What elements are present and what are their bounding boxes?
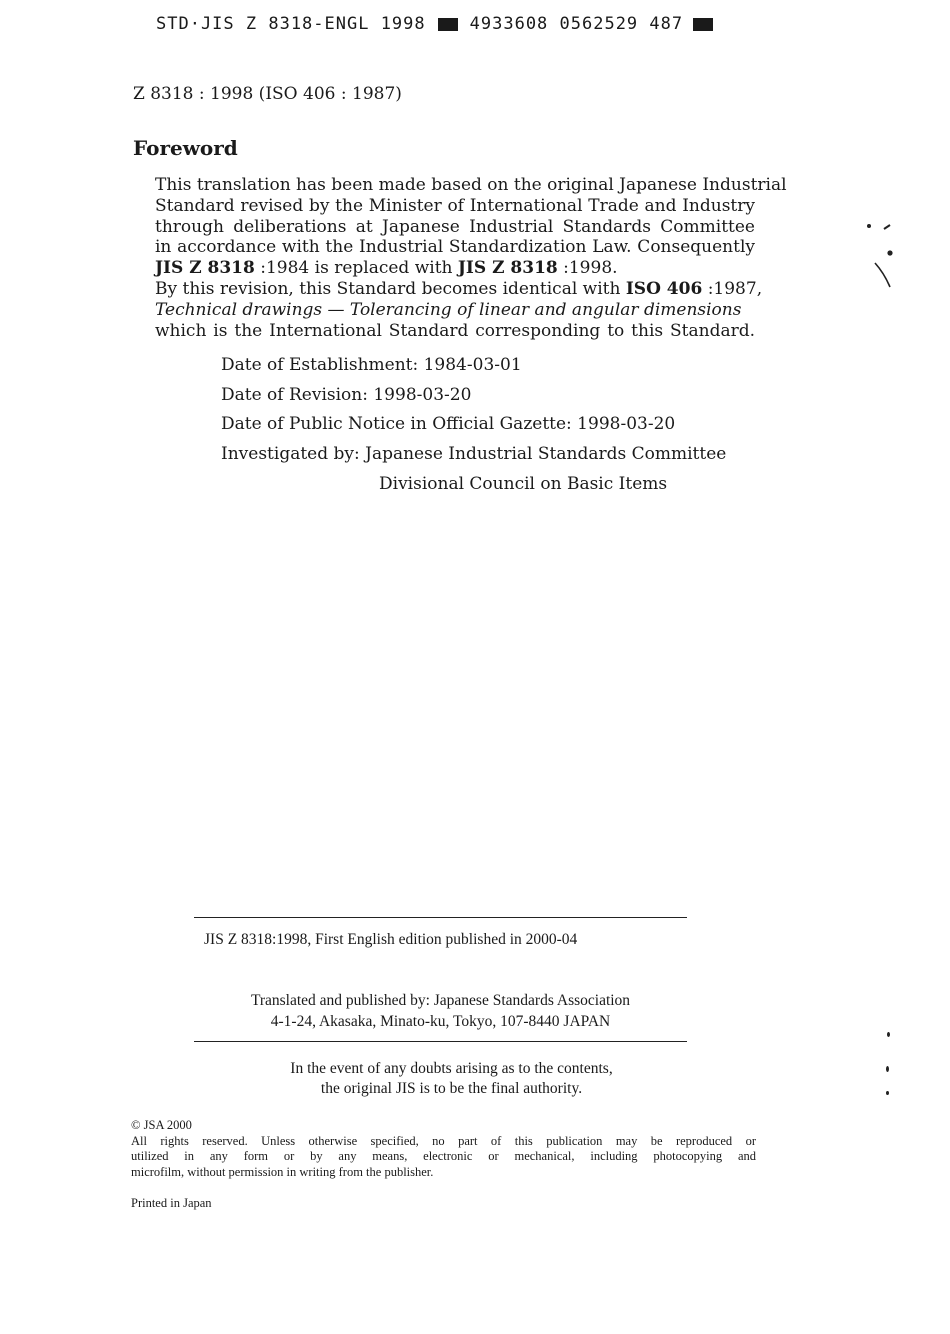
foreword-text: By this revision, this Standard becomes identical with xyxy=(155,278,626,299)
dates-block xyxy=(221,351,726,500)
header-block-mark-end xyxy=(693,18,713,31)
foreword-line: This translation has been made based on the original Japanese Industrial xyxy=(155,175,787,195)
authority-line: In the event of any doubts arising as to the contents, xyxy=(290,1060,613,1077)
scan-artifact-marks xyxy=(860,215,910,295)
section-title: Foreword xyxy=(133,136,238,160)
foreword-line: through deliberations at Japanese Industrial Standards Committee xyxy=(155,216,755,237)
header-middle-text: 4933608 0562529 487 xyxy=(469,14,684,34)
header-left-text: STD·JIS Z 8318-ENGL 1998 xyxy=(156,14,426,34)
scan-speck xyxy=(875,263,890,287)
scan-speck xyxy=(887,250,892,255)
document-id: Z 8318 : 1998 (ISO 406 : 1987) xyxy=(133,84,402,104)
copyright-line: utilized in any form or by any means, electronic or mechanical, including photocopying and xyxy=(131,1149,756,1163)
publisher-block xyxy=(194,990,687,1032)
scan-speck xyxy=(884,225,890,229)
standard-ref: JIS Z 8318 xyxy=(457,258,558,279)
scan-speck xyxy=(886,1066,889,1072)
printed-in: Printed in Japan xyxy=(131,1196,212,1210)
foreword-line xyxy=(155,300,755,321)
foreword-line xyxy=(155,258,755,279)
date-establishment: Date of Establishment: 1984-03-01 xyxy=(221,355,522,375)
copyright-line: microfilm, without permission in writing from the publisher. xyxy=(131,1164,434,1179)
copyright-block xyxy=(131,1118,756,1180)
foreword-line xyxy=(155,278,763,300)
copyright-mark: © JSA 2000 xyxy=(131,1118,192,1132)
date-revision: Date of Revision: 1998-03-20 xyxy=(221,384,472,405)
scan-speck xyxy=(886,1091,889,1095)
investigated-council: Divisional Council on Basic Items xyxy=(379,473,668,494)
scan-header xyxy=(156,14,713,34)
foreword-text: :1998. xyxy=(557,258,618,279)
standard-ref: JIS Z 8318 xyxy=(155,258,255,279)
divider-top xyxy=(194,917,687,918)
foreword-text: :1984 is replaced with xyxy=(254,258,458,279)
scan-speck xyxy=(867,224,871,228)
date-public-notice: Date of Public Notice in Official Gazette: 1998-03-20 xyxy=(221,414,676,435)
publisher-address: 4-1-24, Akasaka, Minato-ku, Tokyo, 107-8440 JAPAN xyxy=(270,1013,611,1030)
investigated-by: Investigated by: Japanese Industrial Standards Committee xyxy=(221,444,727,465)
header-block-mark xyxy=(438,18,458,31)
foreword-body xyxy=(155,175,787,341)
authority-note xyxy=(194,1059,709,1099)
standard-ref: ISO 406 xyxy=(625,278,703,299)
authority-line: the original JIS is to be the final authority. xyxy=(320,1080,583,1097)
foreword-line: which is the International Standard corresponding to this Standard. xyxy=(155,320,755,341)
standard-title: Technical drawings — Tolerancing of linear and angular dimensions xyxy=(155,299,742,320)
foreword-text: :1987, xyxy=(702,278,763,299)
publisher-line: Translated and published by: Japanese Standards Association xyxy=(250,992,631,1009)
divider-bottom xyxy=(194,1041,687,1042)
scan-speck xyxy=(887,1032,890,1037)
foreword-line: in accordance with the Industrial Standardization Law. Consequently xyxy=(155,237,755,258)
edition-note: JIS Z 8318:1998, First English edition published in 2000-04 xyxy=(204,931,578,948)
copyright-line: All rights reserved. Unless otherwise specified, no part of this publication may be reproduced or xyxy=(131,1133,756,1148)
foreword-line: Standard revised by the Minister of International Trade and Industry xyxy=(155,195,755,216)
